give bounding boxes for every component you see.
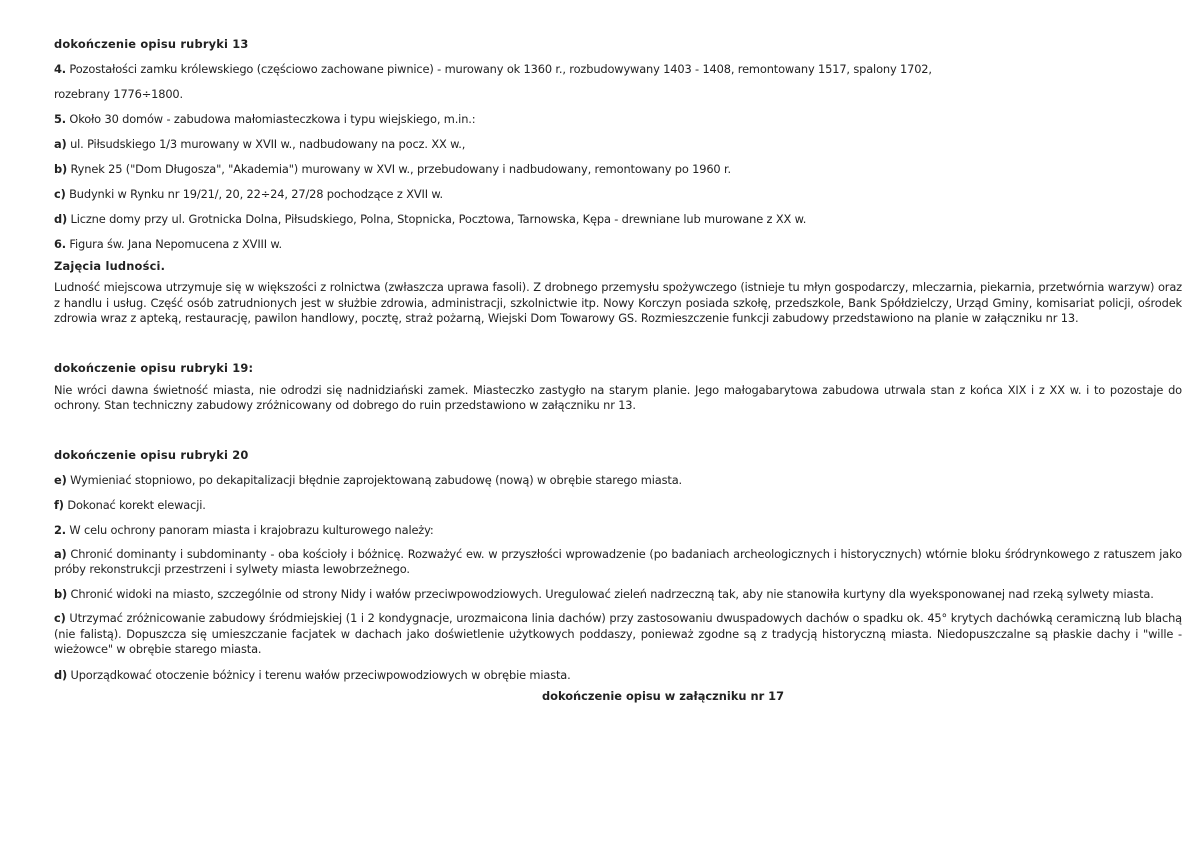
item-20-2b	[54, 587, 1182, 603]
item-5a-marker: a)	[54, 137, 67, 151]
item-20f	[54, 497, 1182, 513]
item-20-2-text: W celu ochrony panoram miasta i krajobrazu kulturowego należy:	[65, 522, 434, 537]
item-5d	[54, 211, 1182, 227]
item-20-2-marker: 2.	[54, 522, 66, 537]
item-20f-marker: f)	[54, 497, 64, 512]
item-20-2c-marker: c)	[54, 611, 66, 625]
item-4-text: Pozostałości zamku królewskiego (częściowo zachowane piwnice) - murowany ok 1360 r., rozbudowywany 1403 - 1408, remontowany 1517, spalony 1702,	[65, 62, 932, 76]
item-20-2	[54, 522, 1182, 538]
section-19-paragraph: Nie wróci dawna świetność miasta, nie odrodzi się nadnidziański zamek. Miasteczko zastygło na starym planie. Jego małogabarytowa zabudowa utrwala stan z końca XIX i z XX w. i to pozostaje do ochrony. Stan techniczny zabudowy zróżnicowany od dobrego do ruin przedstawiono w załączniku nr 13.	[54, 382, 1182, 412]
item-20-2b-text: Chronić widoki na miasto, szczególnie od strony Nidy i wałów przeciwpowodziowych. Uregulować zieleń nadrzeczną tak, aby nie stanowiła kurtyny dla wyeksponowanej nad rzeką sylwety miasta.	[67, 586, 1154, 601]
continuation-footer: dokończenie opisu w załączniku nr 17	[541, 688, 785, 703]
item-20-2a	[54, 547, 1182, 578]
zajecia-heading: Zajęcia ludności.	[54, 259, 166, 273]
item-20f-text: Dokonać korekt elewacji.	[63, 497, 206, 512]
item-5b-text: Rynek 25 ("Dom Długosza", "Akademia") murowany w XVI w., przebudowany i nadbudowany, remontowany po 1960 r.	[67, 162, 731, 176]
item-6-text: Figura św. Jana Nepomucena z XVIII w.	[65, 237, 283, 251]
item-20-2d-text: Uporządkować otoczenie bóżnicy i terenu wałów przeciwpowodziowych w obrębie miasta.	[67, 667, 571, 682]
item-20-2d-marker: d)	[54, 667, 68, 682]
item-6	[54, 236, 1182, 252]
item-5c-marker: c)	[54, 187, 66, 201]
item-20-2d	[54, 667, 1182, 683]
item-5b-marker: b)	[54, 162, 68, 176]
item-20-2a-text: Chronić dominanty i subdominanty - oba kościoły i bóżnicę. Rozważyć ew. w przyszłości wprowadzenie (po badaniach archeologicznych i historycznych) wtórnie bloku śródrynkowego z ratuszem jako próby rekonstrukcji przestrzeni i sylwety miasta lewobrzeżnego.	[54, 546, 1182, 576]
document-page	[54, 36, 1182, 704]
item-20e-text: Wymieniać stopniowo, po dekapitalizacji błędnie zaprojektowaną zabudowę (nową) w obrębie starego miasta.	[66, 472, 682, 487]
section-19-heading: dokończenie opisu rubryki 19:	[54, 360, 254, 375]
item-6-marker: 6.	[54, 237, 66, 251]
item-20e	[54, 472, 1182, 488]
zajecia-paragraph: Ludność miejscowa utrzymuje się w większości z rolnictwa (zwłaszcza uprawa fasoli). Z drobnego przemysłu spożywczego (istnieje tu młyn gospodarczy, mleczarnia, piekarnia, przetwórnia warzyw) oraz z handlu i usług. Część osób zatrudnionych jest w służbie zdrowia, administracji, szkolnictwie itp. Nowy Korczyn posiada szkołę, przedszkole, Bank Spółdzielczy, Urząd Gminy, komisariat policji, ośrodek zdrowia wraz z apteką, restaurację, pawilon handlowy, pocztę, straż pożarną, Wiejski Dom Towarowy GS. Rozmieszczenie funkcji zabudowy przedstawiono na planie w załączniku nr 13.	[54, 280, 1182, 325]
item-5a	[54, 136, 1182, 152]
item-5-text: Około 30 domów - zabudowa małomiasteczkowa i typu wiejskiego, m.in.:	[65, 112, 476, 126]
item-20-2c-text: Utrzymać zróżnicowanie zabudowy śródmiejskiej (1 i 2 kondygnacje, urozmaicona linia dachów) przy zastosowaniu dwuspadowych dachów o spadku ok. 45° krytych dachówką ceramiczną lub blachą (nie falistą). Dopuszcza się umieszczanie facjatek w dachach jako doświetlenie użytkowych poddaszy, ponieważ zgodne są z tradycją historyczną miasta. Niedopuszczalne są płaskie dachy i "wille - wieżowce" w obrębie starego miasta.	[54, 611, 1182, 656]
section-20-heading: dokończenie opisu rubryki 20	[54, 447, 249, 462]
item-5d-text: Liczne domy przy ul. Grotnicka Dolna, Piłsudskiego, Polna, Stopnicka, Pocztowa, Tarnowska, Kępa - drewniane lub murowane z XX w.	[67, 212, 807, 226]
item-4-marker: 4.	[54, 62, 66, 76]
item-5c-text: Budynki w Rynku nr 19/21/, 20, 22÷24, 27/28 pochodzące z XVII w.	[65, 187, 443, 201]
item-5-marker: 5.	[54, 112, 66, 126]
item-20-2a-marker: a)	[54, 546, 67, 561]
item-20-2b-marker: b)	[54, 586, 68, 601]
item-4-line-1	[54, 61, 1182, 77]
item-20-2c	[54, 611, 1182, 658]
section-13-heading: dokończenie opisu rubryki 13	[54, 37, 249, 51]
item-4-line-2: rozebrany 1776÷1800.	[54, 87, 184, 101]
item-5	[54, 111, 1182, 127]
item-5d-marker: d)	[54, 212, 68, 226]
item-5a-text: ul. Piłsudskiego 1/3 murowany w XVII w., nadbudowany na pocz. XX w.,	[66, 137, 466, 151]
item-20e-marker: e)	[54, 472, 67, 487]
item-5b	[54, 161, 1182, 177]
item-5c	[54, 186, 1182, 202]
